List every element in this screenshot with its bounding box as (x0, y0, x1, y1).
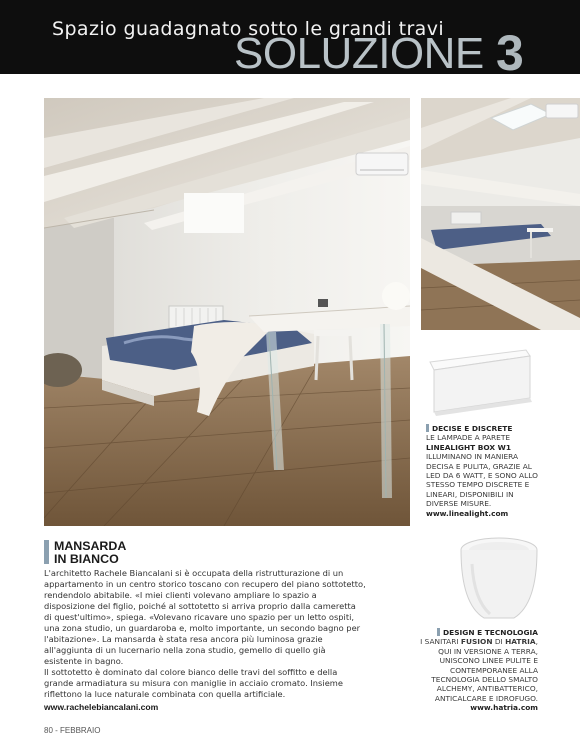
caption-lamp (426, 424, 546, 518)
lamp-product-image (426, 342, 538, 420)
caption-toilet (410, 628, 538, 713)
side-photo-study-area (421, 98, 580, 330)
caption-lamp-body: ILLUMINANO IN MANIERA DECISA E PULITA, GRAZIE AL LED DA 6 WATT, E SONO ALLO STESSO TEMPO DISCRETE E LINEARI, DISPONIBILI IN DIVERSE MISURE. (426, 452, 538, 509)
article-accent-bar (44, 540, 49, 564)
article-title: MANSARDA IN BIANCO (54, 539, 127, 566)
caption-lamp-heading: DECISE E DISCRETE (426, 424, 546, 433)
page-header (0, 0, 580, 74)
caption-toilet-line1: I SANITARI FUSION DI HATRIA, (420, 637, 538, 647)
article-paragraph: Il sottotetto è dominato dal colore bianco delle travi del soffitto e della grande armadiatura su misura con maniglie in acciaio cromato. Insieme riflettono la luce naturale combinata con quella artificiale. (44, 667, 343, 699)
caption-toilet-url[interactable]: www.hatria.com (470, 703, 538, 713)
section-number: 3 (496, 25, 524, 74)
main-photo-attic-bedroom (44, 98, 410, 526)
article-body (44, 568, 366, 700)
section-title: SOLUZIONE (234, 29, 484, 74)
caption-toilet-heading: DESIGN E TECNOLOGIA (410, 628, 538, 637)
page-footer: 80 - FEBBRAIO (44, 726, 101, 735)
caption-lamp-line1: LE LAMPADE A PARETE (426, 433, 511, 443)
article-url[interactable]: www.rachelebiancalani.com (44, 702, 159, 712)
section-subtitle: Spazio guadagnato sotto le grandi travi (52, 18, 445, 40)
caption-lamp-url[interactable]: www.linealight.com (426, 508, 509, 518)
caption-toilet-body: QUI IN VERSIONE A TERRA, UNISCONO LINEE PULITE E CONTEMPORANEE ALLA TECNOLOGIA DELLO SMALTO ALCHEMY, ANTIBATTERICO, ANTICALCARE E IDROFUGO. (431, 646, 538, 703)
toilet-product-image (454, 534, 544, 624)
article-paragraph: L'architetto Rachele Biancalani si è occupata della ristrutturazione di un appartamento in un centro storico toscano con recupero del piano sottotetto, rendendolo abitabile. «I miei clienti volevano ampliare lo spazio a disposizione del figlio, poiché al sottotetto si arriva proprio dalla cameretta di quest'ultimo», spiega. «Volevano ricavare uno spazio per un letto ospiti, una zona studio, un guardaroba e, molto importante, un secondo bagno per l'abitazione». La mansarda è stata resa ancora più luminosa grazie all'aggiunta di un lucernario nella zona studio, gemello di quello già esistente in bagno. (44, 568, 366, 666)
caption-lamp-product: LINEALIGHT BOX W1 (426, 442, 511, 452)
